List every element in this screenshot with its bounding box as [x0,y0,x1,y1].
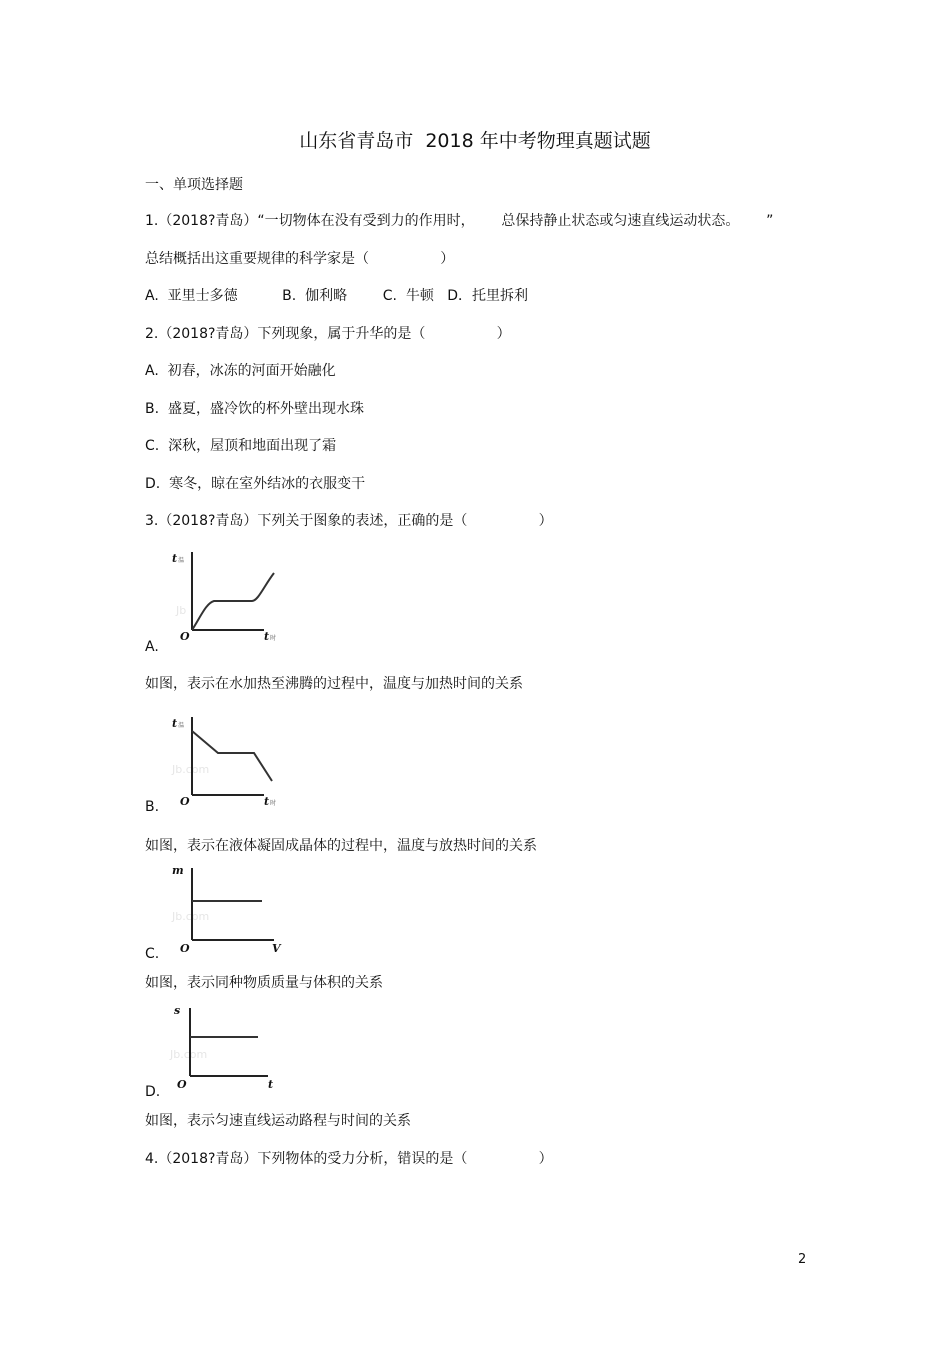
graph-a-watermark: Jb [176,604,187,617]
graph-c-y-label: m [172,864,184,877]
graph-c [168,862,298,954]
graph-b-watermark: Jb.com [172,763,210,776]
q3-option-a-text: 如图，表示在水加热至沸腾的过程中，温度与加热时间的关系 [145,676,523,692]
graph-a-x-label: t时 [264,630,277,643]
q3-option-a-label: A. [145,639,159,655]
q2-option-d: D. 寒冬，晾在室外结冰的衣服变干 [145,476,366,492]
q1-stem-line1: 1.（2018?青岛）“一切物体在没有受到力的作用时， 总保持静止状态或匀速直线运动状态。 ” [145,213,774,229]
graph-b-y-label: t温 [172,717,185,730]
q3-option-c-text: 如图，表示同种物质质量与体积的关系 [145,975,383,991]
q2-option-c: C. 深秋，屋顶和地面出现了霜 [145,438,337,454]
q3-option-d-label: D. [145,1084,161,1100]
graph-d [168,1000,298,1092]
graph-d-x-label: t [268,1078,274,1091]
page-title: 山东省青岛市 2018 年中考物理真题试题 [299,130,651,152]
graph-b-x-label: t时 [264,795,277,808]
q4-stem: 4.（2018?青岛）下列物体的受力分析，错误的是（ ） [145,1151,553,1167]
graph-a-y-label: t温 [172,552,185,565]
graph-c-watermark: Jb.com [172,910,210,923]
q2-option-b: B. 盛夏，盛冷饮的杯外壁出现水珠 [145,401,364,417]
q2-stem: 2.（2018?青岛）下列现象，属于升华的是（ ） [145,326,511,342]
graph-a-curve [192,573,274,630]
q3-stem: 3.（2018?青岛）下列关于图象的表述，正确的是（ ） [145,513,553,529]
graph-b [168,713,298,813]
graph-d-origin: O [177,1078,187,1091]
q1-options: A. 亚里士多德 B. 伽利略 C. 牛顿 D．托里拆利 [145,288,528,304]
graph-a-origin: O [180,630,190,643]
graph-c-x-label: V [272,942,281,955]
q2-option-a: A. 初春，冰冻的河面开始融化 [145,363,336,379]
graph-c-origin: O [180,942,190,955]
graph-d-y-label: s [174,1004,181,1017]
q3-option-c-label: C. [145,946,160,962]
q3-option-b-label: B. [145,799,160,815]
section-heading: 一、单项选择题 [145,177,243,193]
q1-stem-line2: 总结概括出这重要规律的科学家是（ ） [145,251,455,267]
graph-d-watermark: Jb.com [170,1048,208,1061]
q3-option-d-text: 如图，表示匀速直线运动路程与时间的关系 [145,1113,411,1129]
page-number: 2 [798,1252,807,1267]
graph-b-origin: O [180,795,190,808]
q3-option-b-text: 如图，表示在液体凝固成晶体的过程中，温度与放热时间的关系 [145,838,537,854]
graph-a [168,548,298,648]
